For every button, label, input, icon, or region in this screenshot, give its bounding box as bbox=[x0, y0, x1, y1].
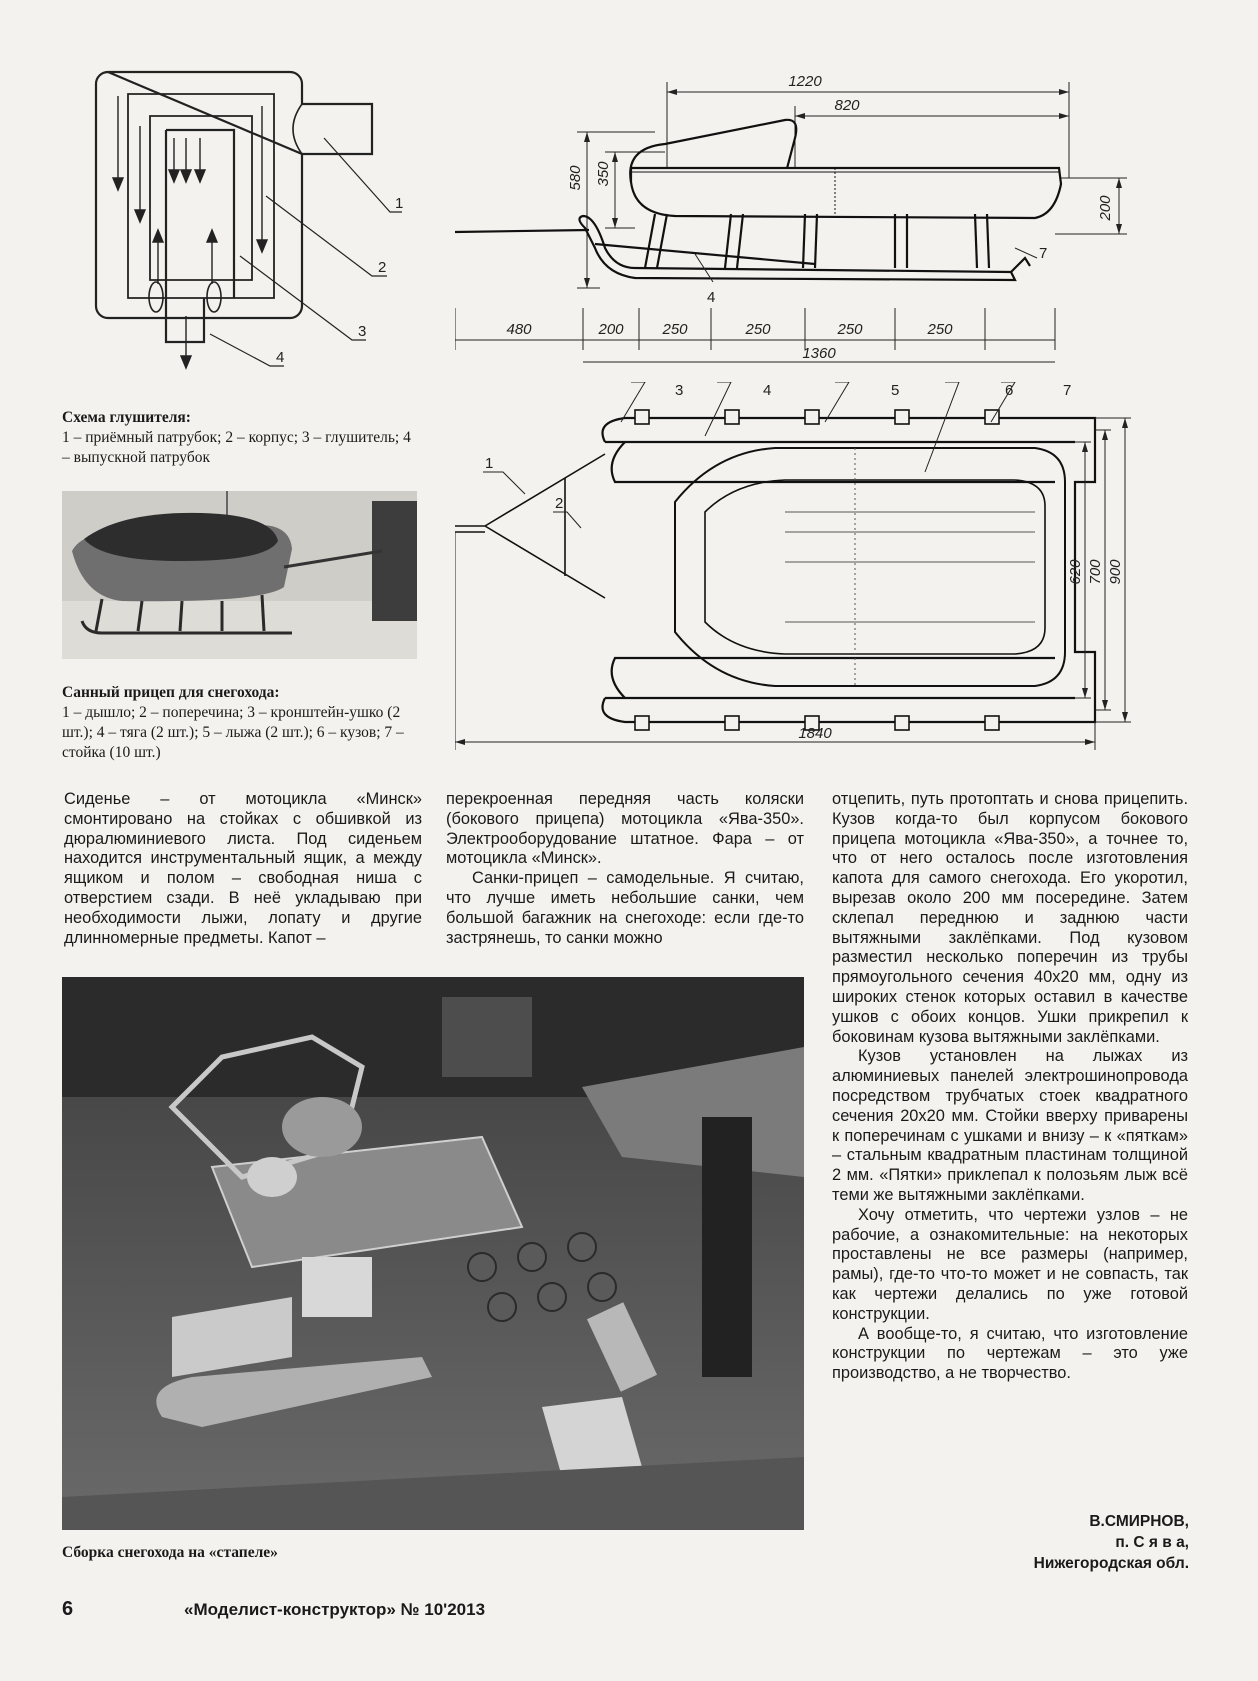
muffler-callout-4: 4 bbox=[276, 349, 285, 366]
dim-580: 580 bbox=[567, 165, 584, 191]
dim-250-b: 250 bbox=[745, 321, 771, 338]
sled-caption bbox=[62, 683, 417, 763]
author-signature bbox=[900, 1511, 1189, 1574]
dim-250-c: 250 bbox=[837, 321, 863, 338]
muffler-caption-text: 1 – приёмный патрубок; 2 – корпус; 3 – глушитель; 4 – выпускной патрубок bbox=[62, 429, 411, 466]
page-number: 6 bbox=[62, 1598, 74, 1620]
muffler-callout-1: 1 bbox=[395, 195, 404, 212]
dim-1220: 1220 bbox=[788, 73, 822, 90]
top-callout-7: 7 bbox=[1063, 382, 1072, 399]
muffler-callout-3: 3 bbox=[358, 323, 367, 340]
sled-trailer-photo bbox=[62, 491, 417, 659]
side-callout-7: 7 bbox=[1039, 245, 1048, 262]
dim-200-height: 200 bbox=[1097, 195, 1114, 221]
journal-title: «Моделист-конструктор» № 10'2013 bbox=[184, 1600, 486, 1619]
muffler-diagram bbox=[62, 66, 422, 402]
author-name: В.СМИРНОВ, bbox=[1089, 1513, 1189, 1530]
top-callout-5: 5 bbox=[891, 382, 900, 399]
dim-1840: 1840 bbox=[798, 725, 832, 742]
article-column-1 bbox=[64, 790, 422, 948]
top-callout-4: 4 bbox=[763, 382, 772, 399]
dim-900: 900 bbox=[1107, 559, 1124, 585]
dim-820: 820 bbox=[834, 97, 860, 114]
author-region: Нижегородская обл. bbox=[1033, 1555, 1189, 1572]
paragraph: А вообще-то, я считаю, что изготовление конструкции по чертежам – это уже производство, а не творчество. bbox=[832, 1324, 1188, 1383]
paragraph: отцепить, путь протоптать и снова прицепить. Кузов когда-то был корпусом бокового прицепа мотоцикла «Ява-350», а точнее то, что от него осталось после изготовления капота для самого снегохода. Его укоротил, вырезав около 200 мм посередине. Затем склепал переднюю и заднюю части вытяжными заклёпками. Под кузовом разместил несколько поперечин из трубы прямоугольного сечения 40х20 мм, одну из широких стенок которых оставил в качестве ушков с обоих концов. Ушки прикрепил к боковинам кузова вытяжными заклёпками. bbox=[832, 790, 1188, 1046]
assembly-photo bbox=[62, 977, 804, 1530]
paragraph: Сиденье – от мотоцикла «Минск» смонтировано на стойках с обшивкой из дюралюминиевого листа. Под сиденьем находится инструментальный ящик, а между ящиком и полом – свободная ниша с отверстием сзади. В неё укладываю при необходимости лыжи, лопату и другие длинномерные предметы. Капот – bbox=[64, 790, 422, 947]
paragraph: Хочу отметить, что чертежи узлов – не рабочие, а ознакомительные: на некоторых проставлены не все размеры (например, рамы), где-то что-то может и не совпасть, так как чертежи делались по уже готовой конструкции. bbox=[832, 1205, 1188, 1323]
sled-side-view-drawing bbox=[455, 68, 1135, 368]
paragraph: Санки-прицеп – самодельные. Я считаю, что лучше иметь небольшие санки, чем большой багажник на снегоходе: если где-то застрянешь, то санки можно bbox=[446, 869, 804, 947]
side-callout-4: 4 bbox=[707, 289, 716, 306]
dim-620: 620 bbox=[1067, 559, 1084, 585]
dim-250-d: 250 bbox=[927, 321, 953, 338]
article-column-2 bbox=[446, 790, 804, 948]
dim-480: 480 bbox=[506, 321, 532, 338]
muffler-caption bbox=[62, 408, 417, 468]
paragraph: Кузов установлен на лыжах из алюминиевых панелей электрошинопровода посредством трубчатых стоек квадратного сечения 20х20 мм. Стойки вверху приварены к поперечинам с ушками и внизу – к «пяткам» – стальным квадратным пластинам толщиной 2 мм. «Пятки» приклепал к полозьям лыж всё теми же вытяжными заклёпками. bbox=[832, 1047, 1188, 1204]
author-place: п. С я в а, bbox=[1115, 1534, 1189, 1551]
dim-250-a: 250 bbox=[662, 321, 688, 338]
top-callout-2: 2 bbox=[555, 495, 564, 512]
dim-200: 200 bbox=[598, 321, 624, 338]
article-column-3 bbox=[832, 790, 1188, 1384]
dim-1360: 1360 bbox=[802, 345, 836, 362]
paragraph: перекроенная передняя часть коляски (бокового прицепа) мотоцикла «Ява-350». Электрооборудование штатное. Фара – от мотоцикла «Минск». bbox=[446, 790, 804, 868]
top-callout-1: 1 bbox=[485, 455, 494, 472]
sled-caption-title: Санный прицеп для снегохода: bbox=[62, 684, 280, 701]
top-callout-3: 3 bbox=[675, 382, 684, 399]
sled-top-view-drawing bbox=[455, 382, 1165, 762]
dim-700: 700 bbox=[1087, 559, 1104, 585]
sled-caption-text: 1 – дышло; 2 – поперечина; 3 – кронштейн-ушко (2 шт.); 4 – тяга (2 шт.); 5 – лыжа (2 шт.); 6 – кузов; 7 – стойка (10 шт.) bbox=[62, 704, 404, 761]
top-callout-6: 6 bbox=[1005, 382, 1014, 399]
assembly-photo-caption: Сборка снегохода на «стапеле» bbox=[62, 1544, 278, 1561]
muffler-callout-2: 2 bbox=[378, 259, 387, 276]
dim-350: 350 bbox=[595, 161, 612, 187]
muffler-caption-title: Схема глушителя: bbox=[62, 409, 191, 426]
